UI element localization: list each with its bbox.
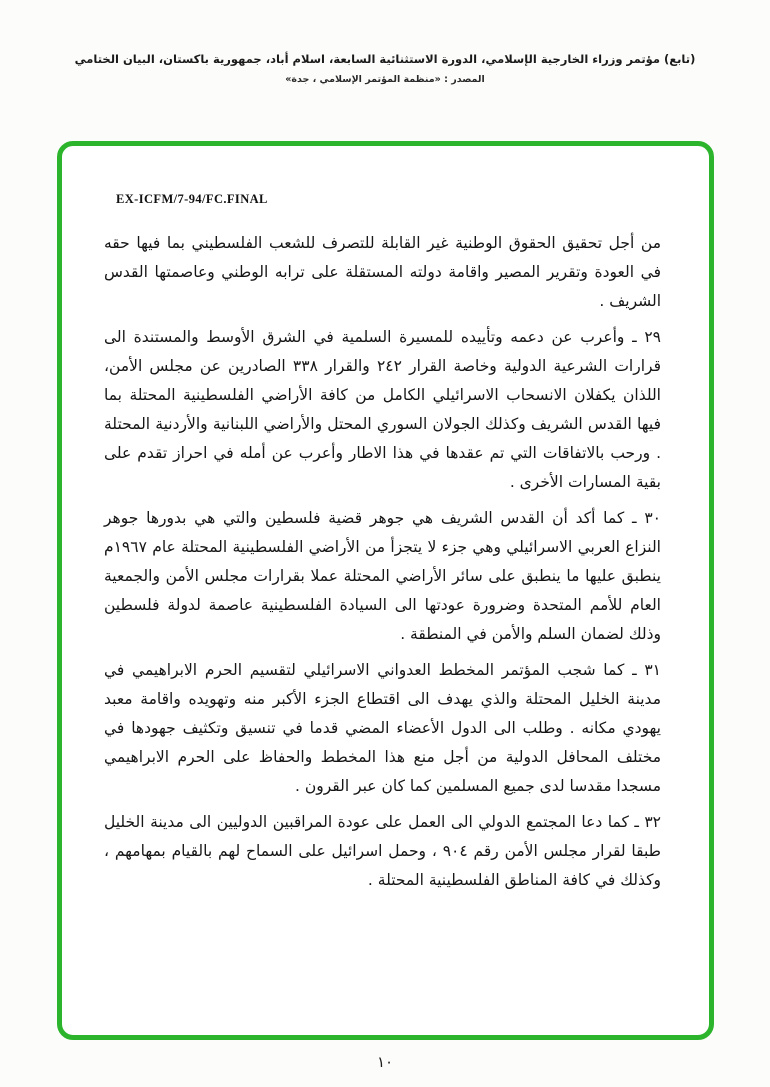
header-source: المصدر : «منظمة المؤتمر الإسلامي ، جدة»: [285, 74, 485, 85]
scanned-page-frame: [57, 141, 714, 1040]
paragraph-31: ٣١ ـ كما شجب المؤتمر المخطط العدواني الاسرائيلي لتقسيم الحرم الابراهيمي في مدينة الخليل المحتلة والذي يهدف الى اقتطاع الجزء الأكبر منه وتهويده واقامة معبد يهودي مكانه . وطلب الى الدول الأعضاء المضي قدما في تنسيق وتكثيف جهودها في مختلف المحافل الدولية من أجل منع هذا المخطط والحفاظ على الحرم الابراهيمي مسجدا مقدسا لدى جميع المسلمين كما كان عبر القرون .: [104, 661, 661, 795]
paragraph-30: ٣٠ ـ كما أكد أن القدس الشريف هي جوهر قضية فلسطين والتي هي بدورها جوهر النزاع العربي الاسرائيلي وهي جزء لا يتجزأ من الأراضي الفلسطينية المحتلة عام ١٩٦٧م ينطبق عليها ما ينطبق على سائر الأراضي المحتلة عملا بقرارات مجلس الأمن والجمعية العام للأمم المتحدة وضرورة عودتها الى السيادة الفلسطينية عاصمة لدولة فلسطين وذلك لضمان السلم والأمن في المنطقة .: [104, 509, 661, 643]
paragraph-32: ٣٢ ـ كما دعا المجتمع الدولي الى العمل على عودة المراقبين الدوليين الى مدينة الخليل طبقا لقرار مجلس الأمن رقم ٩٠٤ ، وحمل اسرائيل على السماح لهم بالقيام بمهامهم ، وكذلك في كافة المناطق الفلسطينية المحتلة .: [104, 813, 662, 889]
header-title: (تابع) مؤتمر وزراء الخارجية الإسلامي، الدورة الاستثنائية السابعة، اسلام أباد، جمهورية باكستان، البيان الختامي: [74, 52, 696, 66]
document-header: [0, 52, 770, 85]
paragraph-continuation: من أجل تحقيق الحقوق الوطنية غير القابلة للتصرف للشعب الفلسطيني بما فيها حقه في العودة وتقرير المصير واقامة دولته المستقلة على ترابه الوطني وعاصمتها القدس الشريف .: [104, 234, 661, 310]
page-number: ١٠: [376, 1053, 394, 1071]
paragraph-29: ٢٩ ـ وأعرب عن دعمه وتأييده للمسيرة السلمية في الشرق الأوسط والمستندة الى قرارات الشرعية الدولية وخاصة القرار ٢٤٢ والقرار ٣٣٨ الصادرين عن مجلس الأمن، اللذان يكفلان الانسحاب الاسرائيلي الكامل من كافة الأراضي الفلسطينية المحتلة بما فيها القدس الشريف وكذلك الجولان السوري المحتل والأراضي اللبنانية والأردنية المحتلة . ورحب بالاتفاقات التي تم عقدها في هذا الاطار وأعرب عن أمله في احراز تقدم على بقية المسارات الأخرى .: [104, 328, 661, 491]
document-body: [104, 229, 661, 895]
document-reference-code: EX-ICFM/7-94/FC.FINAL: [116, 192, 268, 206]
